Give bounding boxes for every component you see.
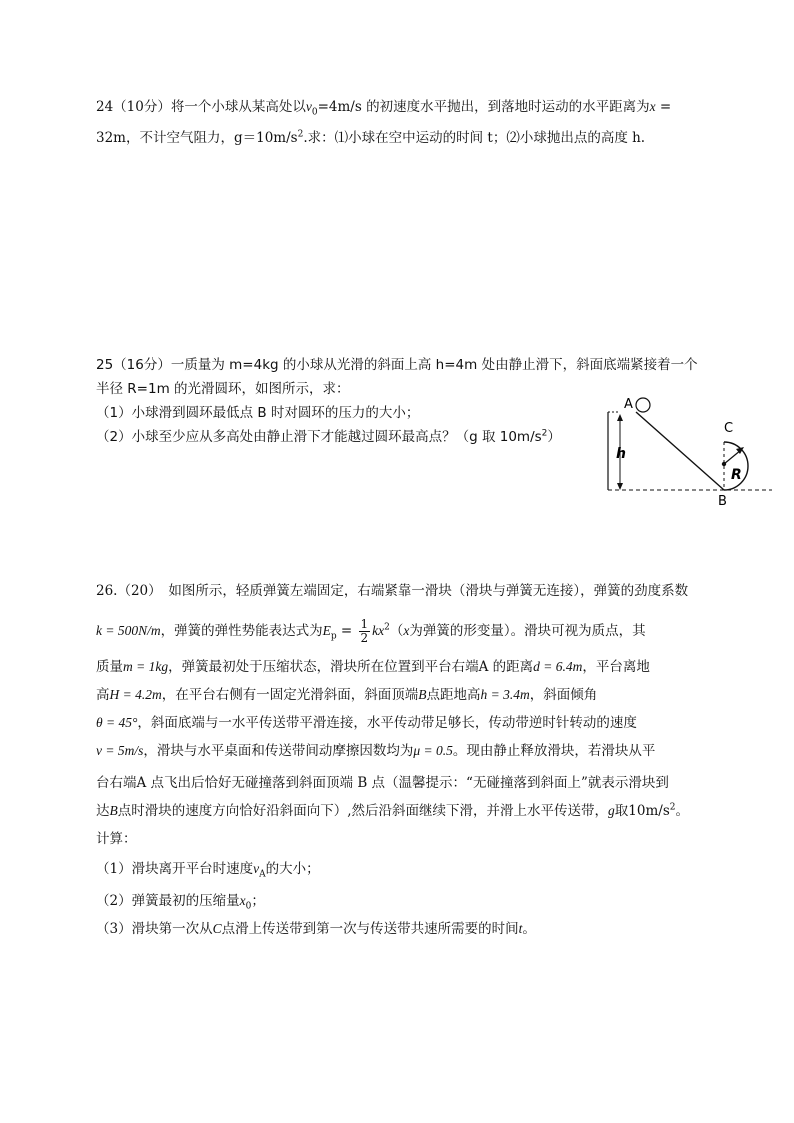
radius-arrow — [724, 450, 741, 464]
label-a: A — [624, 397, 633, 412]
q26-line-7: 台右端A 点飞出后恰好无碰撞落到斜面顶端 B 点（温馨提示：“无碰撞落到斜面上”就表示滑块到 — [96, 775, 669, 791]
q25-line-4: （2）小球至少应从多高处由静止滑下才能越过圆环最高点？（g 取 $10m/s^2$） — [96, 428, 561, 445]
v0-symbol: v — [305, 99, 312, 114]
h-arrow-down-head — [617, 483, 623, 490]
incline — [636, 412, 724, 490]
q25-line-2: 半径 R=1m 的光滑圆环，如图所示，求： — [96, 381, 350, 397]
q26-line-12: （3）滑块第一次从C点滑上传送带到第一次与传送带共速所需要的时间t。 — [96, 921, 536, 937]
ball — [636, 398, 650, 412]
label-b: B — [718, 494, 727, 509]
q26-line-9: 计算： — [96, 831, 137, 847]
q25-line-1: 25（16分）一质量为 m=4kg 的小球从光滑的斜面上高 h=4m 处由静止滑下，斜面底端紧接着一个 — [96, 357, 698, 373]
q26-line-5: θ = 45°，斜面底端与一水平传送带平滑连接，水平传动带足够长，传动带逆时针转动的速度 — [96, 715, 637, 731]
incline-loop-figure — [596, 388, 776, 512]
q25-line-3: （1）小球滑到圆环最低点 B 时对圆环的压力的大小； — [96, 405, 420, 421]
q24-line-2: 32m，不计空气阻力，$g=10m/s^2$.求：⑴小球在空中运动的时间 t；⑵小球抛出点的高度 h. — [96, 129, 646, 146]
q26-line-1: 26.（20） 如图所示，轻质弹簧左端固定，右端紧靠一滑块（滑块与弹簧无连接），弹簧的劲度系数 — [96, 583, 689, 599]
q26-line-2: k = 500N/m，弹簧的弹性势能表达式为$E_p$ = $\frac{1}{2}$ $kx^2(x$为弹簧的形变量）。滑块可视为质点，其 — [96, 617, 646, 645]
q26-line-11: （2）弹簧最初的压缩量$x_0$； — [96, 893, 265, 912]
label-h: h — [616, 446, 626, 462]
h-arrow-up-head — [617, 414, 623, 421]
q26-line-8: 达B点时滑块的速度方向恰好沿斜面向下）,然后沿斜面继续下滑，并滑上水平传送带，g取$10m/s^2$。 — [96, 802, 689, 819]
q26-line-10: （1）滑块离开平台时速度$v_A$的大小； — [96, 861, 320, 880]
q26-line-4: 高H = 4.2m，在平台右侧有一固定光滑斜面，斜面顶端B点距地高h = 3.4m，斜面倾角 — [96, 687, 598, 703]
q26-line-3: 质量m = 1kg，弹簧最初处于压缩状态，滑块所在位置到平台右端A 的距离d = 6.4m，平台离地 — [96, 659, 650, 675]
q26-line-6: v = 5m/s，滑块与水平桌面和传送带间动摩擦因数均为μ = 0.5。现由静止释放滑块，若滑块从平 — [96, 743, 656, 759]
label-c: C — [724, 421, 734, 436]
one-half-fraction: $\frac{1}{2}$ — [360, 617, 369, 645]
q24-line-1: 24（10分）将一个小球从某高处以$v_0=4m/s$ 的初速度水平抛出，到落地时运动的水平距离为x = — [96, 99, 672, 118]
label-r: R — [731, 467, 742, 483]
